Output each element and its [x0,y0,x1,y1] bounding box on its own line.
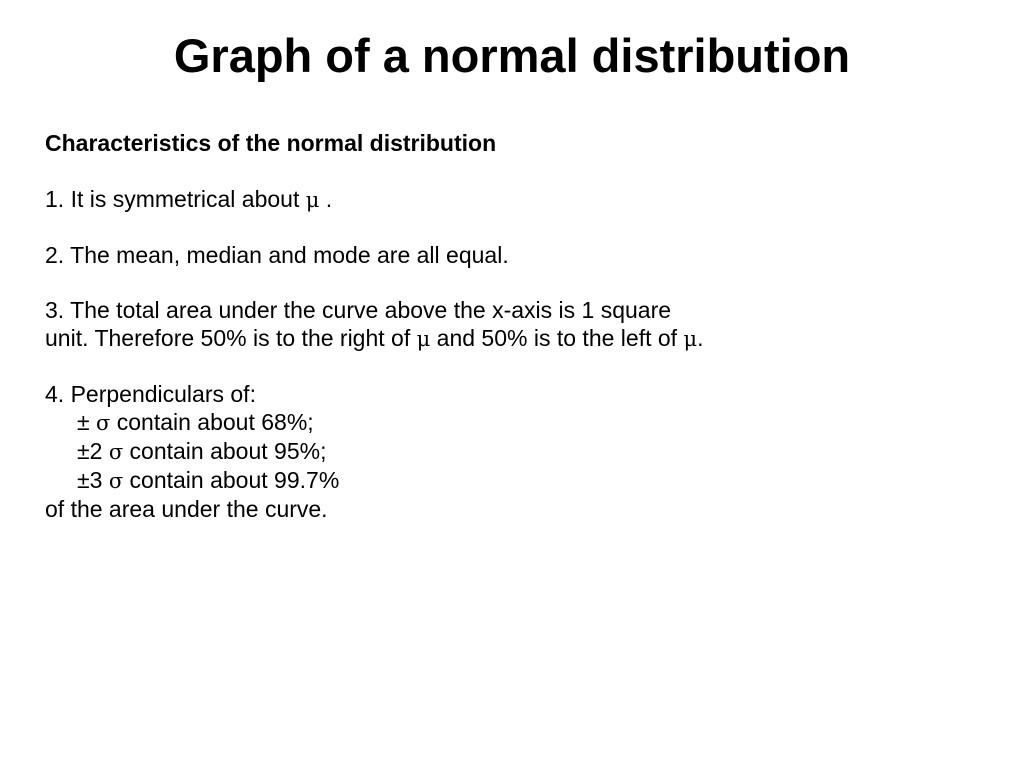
item-suffix: contain about 99.7% [123,467,340,493]
point-4-outro: of the area under the curve. [45,496,328,522]
point-4 [45,380,985,523]
point-4-intro: 4. Perpendiculars of: [45,381,256,407]
point-4-item [45,466,985,495]
sigma-symbol: σ [108,469,124,493]
slide-content [45,129,985,550]
point-3 [45,296,985,353]
item-suffix: contain about 68%; [110,409,314,435]
point-2 [45,241,985,269]
mu-symbol: μ [305,188,320,212]
item-suffix: contain about 95%; [123,438,327,464]
point-1-end: . [319,186,333,212]
subheading: Characteristics of the normal distribution [45,130,497,156]
mu-symbol: μ [683,327,698,351]
point-1 [45,185,985,214]
item-prefix: ±3 [77,467,109,493]
point-2-text: 2. The mean, median and mode are all equal. [45,242,509,268]
point-4-item [45,408,985,437]
sigma-symbol: σ [96,411,111,435]
point-3-line-2-b: and 50% is to the left of [430,325,684,351]
item-prefix: ± [77,409,97,435]
point-3-line-2-a: unit. Therefore 50% is to the right of [45,325,417,351]
point-3-line-1: 3. The total area under the curve above the x-axis is 1 square [45,297,672,323]
sigma-symbol: σ [108,440,124,464]
point-4-item [45,437,985,466]
point-1-text: 1. It is symmetrical about [45,186,306,212]
item-prefix: ±2 [77,438,109,464]
slide-title: Graph of a normal distribution [173,29,851,82]
point-3-line-2-c: . [697,325,704,351]
mu-symbol: μ [416,327,431,351]
point-3-line-2 [45,324,985,353]
